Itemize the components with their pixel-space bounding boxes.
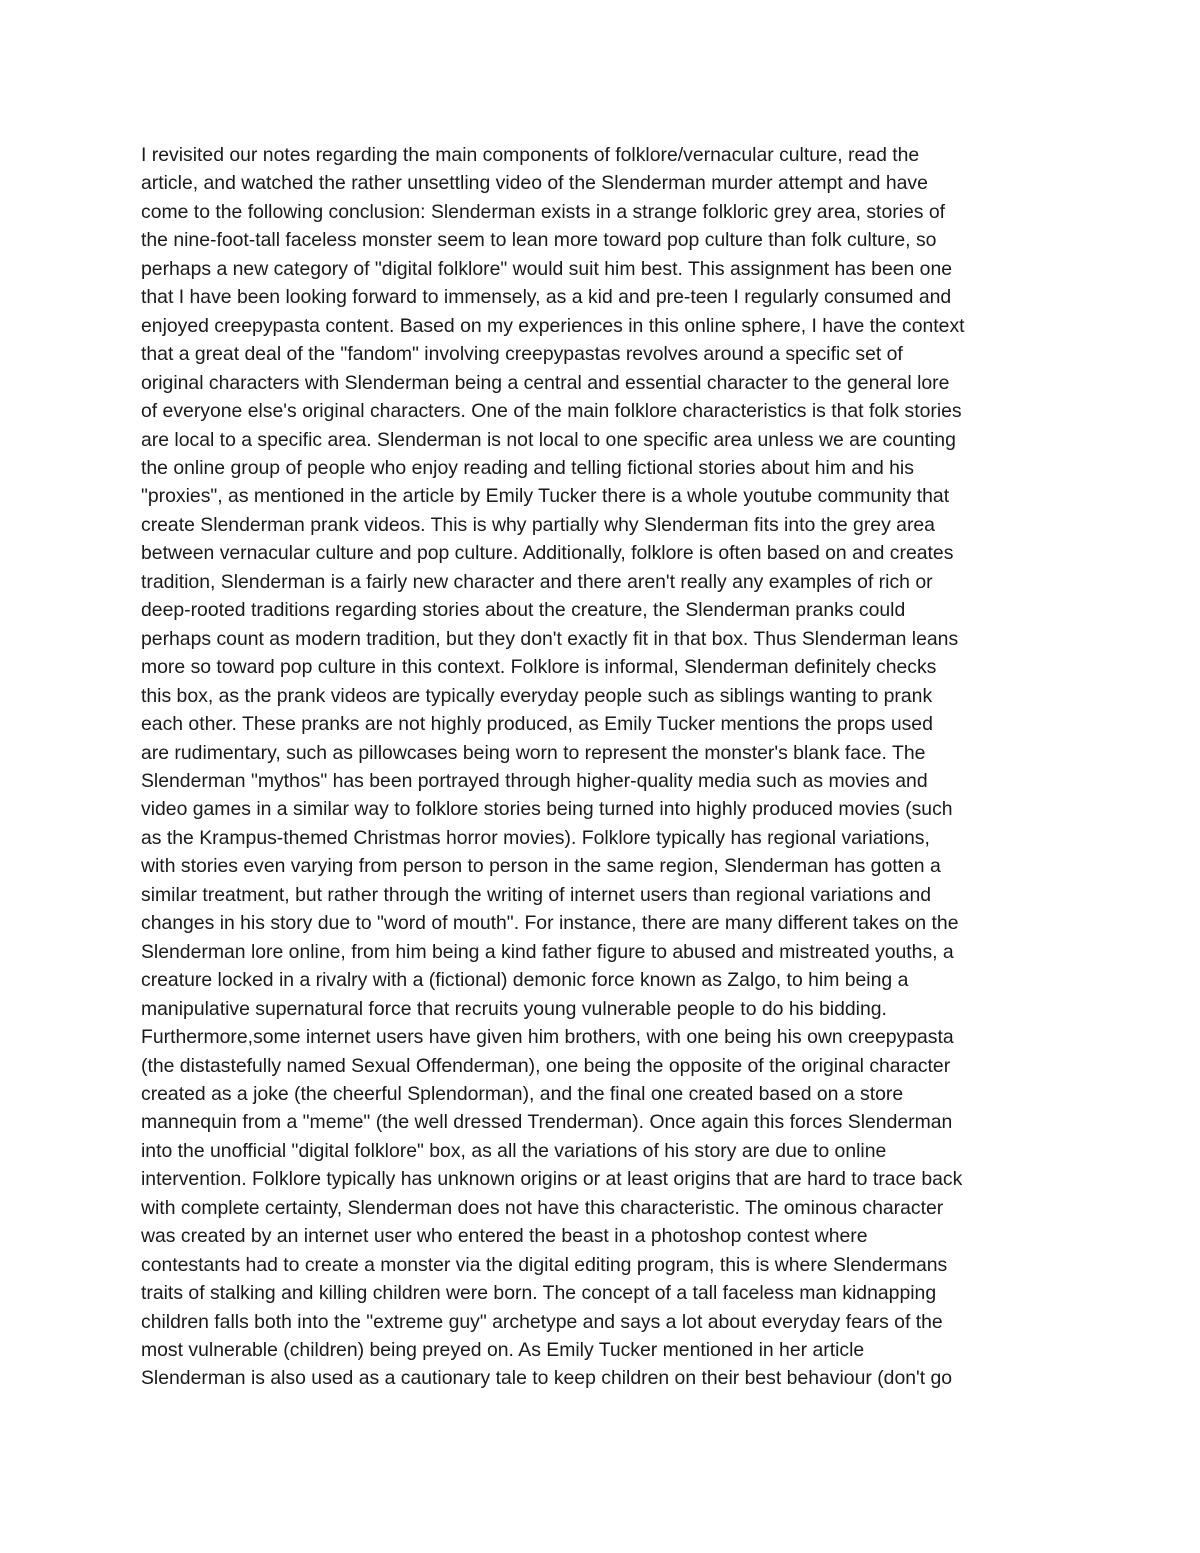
text-line: manipulative supernatural force that recruits young vulnerable people to do his bidding. (141, 997, 887, 1020)
text-line: most vulnerable (children) being preyed on. As Emily Tucker mentioned in her article (141, 1339, 865, 1362)
text-line: that I have been looking forward to immensely, as a kid and pre-teen I regularly consumed and (141, 286, 952, 309)
text-line: of everyone else's original characters. One of the main folklore characteristics is that folk stories (141, 400, 962, 423)
text-line: Furthermore,some internet users have given him brothers, with one being his own creepypasta (141, 1026, 954, 1049)
text-line: into the unofficial "digital folklore" box, as all the variations of his story are due to online (141, 1139, 887, 1162)
text-line: are local to a specific area. Slenderman is not local to one specific area unless we are counting (141, 428, 956, 451)
text-line: this box, as the prank videos are typically everyday people such as siblings wanting to prank (141, 684, 933, 707)
text-line: changes in his story due to "word of mouth". For instance, there are many different takes on the (141, 912, 959, 935)
text-line: as the Krampus-themed Christmas horror movies). Folklore typically has regional variations, (141, 826, 930, 849)
text-line: that a great deal of the "fandom" involving creepypastas revolves around a specific set of (141, 343, 903, 366)
text-line: video games in a similar way to folklore stories being turned into highly produced movies (such (141, 798, 953, 821)
text-line: are rudimentary, such as pillowcases being worn to represent the monster's blank face. The (141, 741, 926, 764)
text-line: I revisited our notes regarding the main components of folklore/vernacular culture, read the (141, 144, 920, 166)
text-line: created as a joke (the cheerful Splendorman), and the final one created based on a store (141, 1082, 904, 1105)
text-line: children falls both into the "extreme guy" archetype and says a lot about everyday fears of the (141, 1310, 943, 1333)
text-line: creature locked in a rivalry with a (fictional) demonic force known as Zalgo, to him being a (141, 969, 909, 992)
text-line: tradition, Slenderman is a fairly new character and there aren't really any examples of rich or (141, 570, 933, 593)
text-line: original characters with Slenderman being a central and essential character to the general lore (141, 371, 950, 394)
text-line: each other. These pranks are not highly produced, as Emily Tucker mentions the props used (141, 713, 933, 736)
text-line: with complete certainty, Slenderman does not have this characteristic. The ominous character (141, 1196, 944, 1219)
text-line: Slenderman is also used as a cautionary tale to keep children on their best behaviour (don't go (141, 1367, 953, 1390)
text-line: Slenderman "mythos" has been portrayed through higher-quality media such as movies and (141, 769, 928, 792)
text-line: intervention. Folklore typically has unknown origins or at least origins that are hard to trace back (141, 1168, 963, 1191)
text-line: between vernacular culture and pop culture. Additionally, folklore is often based on and creates (141, 542, 954, 565)
text-line: perhaps a new category of "digital folklore" would suit him best. This assignment has been one (141, 257, 953, 280)
text-line: Slenderman lore online, from him being a kind father figure to abused and mistreated youths, a (141, 940, 954, 963)
text-line: traits of stalking and killing children were born. The concept of a tall faceless man kidnapping (141, 1282, 937, 1305)
text-line: (the distastefully named Sexual Offenderman), one being the opposite of the original character (141, 1054, 951, 1077)
text-line: was created by an internet user who entered the beast in a photoshop contest where (141, 1225, 868, 1248)
text-line: mannequin from a "meme" (the well dressed Trenderman). Once again this forces Slenderman (141, 1111, 953, 1134)
text-line: perhaps count as modern tradition, but they don't exactly fit in that box. Thus Slenderman leans (141, 627, 959, 650)
body-paragraph (141, 141, 1071, 1393)
text-line: enjoyed creepypasta content. Based on my experiences in this online sphere, I have the context (141, 314, 965, 337)
text-line: "proxies", as mentioned in the article by Emily Tucker there is a whole youtube community that (141, 485, 950, 508)
text-line: create Slenderman prank videos. This is why partially why Slenderman fits into the grey area (141, 513, 935, 536)
text-line: with stories even varying from person to person in the same region, Slenderman has gotten a (141, 855, 941, 878)
text-line: contestants had to create a monster via the digital editing program, this is where Slendermans (141, 1253, 948, 1276)
text-line: similar treatment, but rather through the writing of internet users than regional variations and (141, 883, 932, 906)
text-line: the nine-foot-tall faceless monster seem to lean more toward pop culture than folk culture, so (141, 229, 937, 252)
text-line: article, and watched the rather unsettling video of the Slenderman murder attempt and have (141, 172, 928, 195)
text-line: come to the following conclusion: Slenderman exists in a strange folkloric grey area, stories of (141, 200, 946, 223)
text-line: the online group of people who enjoy reading and telling fictional stories about him and his (141, 456, 914, 479)
text-line: more so toward pop culture in this context. Folklore is informal, Slenderman definitely checks (141, 656, 937, 679)
text-line: deep-rooted traditions regarding stories about the creature, the Slenderman pranks could (141, 599, 906, 622)
